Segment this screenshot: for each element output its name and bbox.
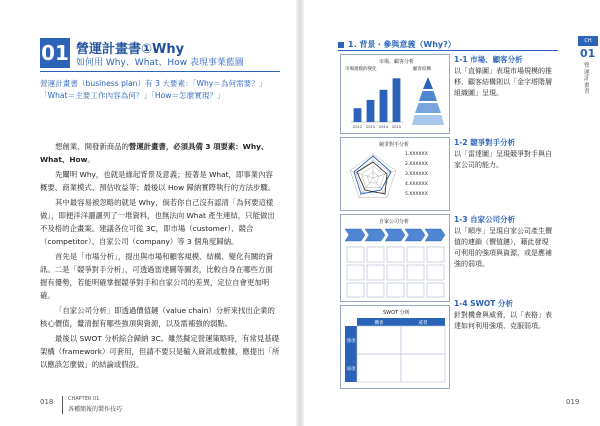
legend-item: 5.XXXXXX <box>405 192 428 197</box>
intro-text: 營運計畫書（business plan）有 3 大要素：「Why＝為何需要？」「What＝主要工作內容為何？」「How＝怎麼實現？」 <box>40 79 267 100</box>
market-analysis-panel <box>340 54 450 134</box>
value-chain-diagram <box>343 225 447 299</box>
item-text: 以「直條圖」表現市場規模的推移，顧客結構則以「金字塔階層組織圖」呈現。 <box>454 67 552 97</box>
chapter-tab <box>578 36 600 106</box>
pyramid-level-4 <box>412 115 444 125</box>
legend-item: 4.XXXXXX <box>405 182 428 187</box>
paragraph-5: 「自家公司分析」即透過價值鏈（value chain）分析來找出企業的核心價值，釐清握有哪些強項與資源，以及需補強的弱點。 <box>40 306 275 328</box>
paragraph-4: 首先是「市場分析」，提出與市場和顧客規模、結構、變化有關的資訊。二是「競爭對手分析」，可透過雷達圖等圖表，比較自身在哪些方面握有優勢，若能明確掌握競爭對手和自家公司的差異，定位自會更加明確。 <box>40 252 274 300</box>
chapter-number: 01 <box>40 38 70 68</box>
market-size-label: 市場規模的變化 <box>345 67 377 72</box>
paragraph-6: 最後以 SWOT 分析綜合歸納 3C。雖然擬定營運策略時，有常見基礎架構（framework）可套用，但請不要只是輸入資訊或數據，應提出「所以應該怎麼做」的結論或假設。 <box>40 334 280 369</box>
page-title: 營運計畫書①Why <box>76 42 185 57</box>
swot-row-header: 強項 <box>346 339 356 344</box>
swot-row-header: 弱項 <box>346 367 356 372</box>
company-panel-title: 自家公司分析 <box>379 219 410 225</box>
item-text: 針對機會與威脅，以「表格」表達如何利用強項、克服弱項。 <box>454 311 552 330</box>
swot-panel-title: SWOT 分析 <box>383 310 410 316</box>
right-page <box>302 0 600 426</box>
radar-legend <box>405 150 447 200</box>
market-bar-chart <box>345 72 405 132</box>
footer-chapter: CHAPTER 01 <box>68 396 100 402</box>
bar <box>367 100 375 122</box>
pyramid-level-2 <box>419 91 437 101</box>
chain-step-2 <box>365 229 385 241</box>
paragraph-2: 先闡明 Why，也就是緣起背景及意義；接著是 What，即事業內容概要、商業模式、預估收益等；最後以 How 歸納實際執行的方法步驟。 <box>40 170 276 192</box>
bar-tick-label: 2013 <box>365 125 376 129</box>
paragraph-1: 想創業、開發新商品的營運計畫書，必須具備 3 項要素：Why、What、How。 <box>40 142 269 164</box>
customer-pyramid <box>411 75 445 127</box>
bar-tick-label: 2012 <box>352 125 363 129</box>
bar <box>354 108 362 122</box>
competitor-panel-title: 競爭對手分析 <box>379 142 410 148</box>
radar-chart <box>345 150 401 206</box>
item-company <box>454 214 554 270</box>
body-text <box>40 140 280 373</box>
left-page-number: 018 <box>40 398 54 406</box>
swot-col-header: 機會 <box>374 321 384 326</box>
legend-item: 2.XXXXXX <box>405 162 428 167</box>
competitor-analysis-panel <box>340 137 450 211</box>
chain-step-5 <box>425 229 445 241</box>
chain-step-4 <box>405 229 425 241</box>
item-text: 以「雷達圖」呈現競爭對手與自家公司的能力。 <box>454 150 552 169</box>
chapter-tab-label: CH <box>578 36 598 46</box>
bar-tick-label: 2014 <box>378 125 389 129</box>
footer-book-title: 各種簡報的製作技巧 <box>68 406 123 413</box>
company-analysis-panel <box>340 214 450 302</box>
pyramid-level-3 <box>415 103 441 113</box>
bar <box>393 78 401 122</box>
item-heading: 1-1 市場、顧客分析 <box>454 55 523 64</box>
market-panel-title: 市場、顧客分析 <box>379 59 415 65</box>
item-heading: 1-3 自家公司分析 <box>454 215 516 224</box>
item-heading: 1-2 競爭對手分析 <box>454 138 516 147</box>
chapter-tab-text: 營運計畫書 <box>584 63 590 96</box>
chapter-tab-number: 01 <box>580 47 596 60</box>
item-heading: 1-4 SWOT 分析 <box>454 299 513 308</box>
item-swot <box>454 298 554 332</box>
item-competitor <box>454 137 554 171</box>
right-page-number: 019 <box>566 398 580 406</box>
section-divider <box>338 50 558 51</box>
left-page <box>0 0 298 426</box>
section-heading: 1. 背景・參與意義（Why?） <box>338 39 456 50</box>
legend-item: 3.XXXXXX <box>405 172 428 177</box>
customer-structure-label: 顧客結構 <box>413 67 431 72</box>
item-market <box>454 54 554 99</box>
chain-step-3 <box>385 229 405 241</box>
paragraph-3: 其中最容易被忽略的就是 Why，倘若你自己沒有認清「為何要這樣做」，即便洋洋灑灑列了一堆資料，也無法向 What 產生連結，只能做出不及格的企畫案。建議各位可從 3C，即市場（customer）、競合（competitor）、自家公司（company）等 3 個角度歸納。 <box>40 198 275 246</box>
swot-col-header: 威脅 <box>418 321 428 326</box>
swot-table <box>343 316 447 386</box>
footer-divider <box>62 396 63 414</box>
legend-item: 1.XXXXXX <box>405 152 428 157</box>
bar-tick-label: 2015 <box>391 125 402 129</box>
pyramid-level-1 <box>423 77 433 89</box>
chain-step-1 <box>345 229 365 241</box>
page-subtitle: 如何用 Why、What、How 表現事業藍圖 <box>76 58 244 68</box>
title-divider <box>40 71 280 72</box>
item-text: 以「順序」呈現自家公司產生價值的連鎖（價值鏈），藉此發現可利用的強項與資源，或是應補強的弱項。 <box>454 227 552 268</box>
section-square-icon <box>338 42 344 48</box>
bar <box>380 90 388 122</box>
swot-panel <box>340 305 450 389</box>
